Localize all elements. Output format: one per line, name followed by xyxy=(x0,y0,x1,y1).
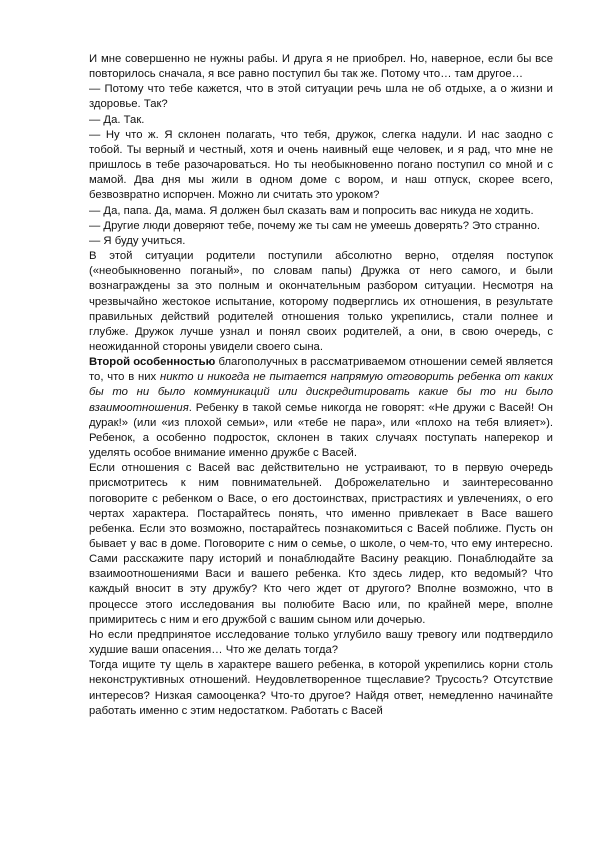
text-run: Если отношения с Васей вас действительно не устраивают, то в первую очередь присмотритесь к ним повнимательней. Доброжелательно и заинтересованно поговорите с ребенком о Васе, о его достоинствах, пристрастиях и увлечениях, о его чертах характера. Постарайтесь понять, что именно привлекает в Васе вашего ребенка. Если это возможно, постарайтесь познакомиться с Васей поближе. Пусть он бывает у вас в доме. Поговорите с ним о семье, о школе, о чем-то, что ему интересно. Сами расскажите пару историй и понаблюдайте Васину реакцию. Понаблюдайте за взаимоотношениями Васи и вашего ребенка. Кто здесь лидер, кто ведомый? Что каждый вносит в эту дружбу? Кто чего ждет от другого? Вполне возможно, что в процессе этого исследования вы полюбите Васю или, по крайней мере, вполне примиритесь с ним и его дружбой с вашим сыном или дочерью. xyxy=(89,462,553,626)
italic-run: никто и никогда не пытается напрямую отговорить ребенка от каких бы то ни было коммуникаций или дискредитировать какие бы то ни было взаимоотношения xyxy=(89,371,553,414)
paragraph xyxy=(89,658,553,719)
text-run: Но если предпринятое исследование только углубило вашу тревогу или подтвердило худшие ваши опасения… Что же делать тогда? xyxy=(89,628,553,657)
bold-run: Второй особенностью xyxy=(89,356,216,369)
paragraph xyxy=(89,128,553,204)
paragraph xyxy=(89,461,553,628)
text-run: . Ребенку в такой семье никогда не говорят: «Не дружи с Васей! Он дурак!» (или «из плохой семьи», или «тебе не пара», или «плохо на тебя влияет»). Ребенок, а особенно подросток, склонен в таких случаях поступать наперекор и уделять особое внимание именно дружбе с Васей. xyxy=(89,401,553,460)
text-run: — Другие люди доверяют тебе, почему же ты сам не умеешь доверять? Это странно. xyxy=(89,219,541,232)
paragraph xyxy=(89,628,553,658)
document-page xyxy=(89,52,553,719)
text-run: В этой ситуации родители поступили абсолютно верно, отделяя поступок («необыкновенно поганый», по словам папы) Дружка от него самого, и были вознаграждены за это полным и окончательным разбором ситуации. Несмотря на чрезвычайно жестокое испытание, которому подверглись их отношения, в результате правильных действий родителей отношения только укрепились, стали полнее и глубже. Дружок лучше узнал и понял своих родителей, а они, в свою очередь, с неожиданной стороны увидели своего сына. xyxy=(89,250,553,353)
text-run: — Да. Так. xyxy=(89,113,145,126)
text-run: благополучных в рассматриваемом отношении семей является то, что в них xyxy=(89,356,554,384)
text-run: — Ну что ж. Я склонен полагать, что тебя, дружок, слегка надули. И нас заодно с тобой. Ты верный и честный, хотя и очень наивный еще человек, и я рад, что мне не пришлось в тебе разочароваться. Но ты необыкновенно погано поступил со мной и с мамой. Два дня мы жили в одном доме с вором, и наш отпуск, скорее всего, безвозвратно испорчен. Можно ли считать это уроком? xyxy=(89,128,553,202)
text-run: — Да, папа. Да, мама. Я должен был сказать вам и попросить вас никуда не ходить. xyxy=(89,204,534,217)
text-run: — Потому что тебе кажется, что в этой ситуации речь шла не об отдыхе, а о жизни и здоровье. Так? xyxy=(89,83,553,111)
paragraph xyxy=(89,82,553,112)
text-run: Тогда ищите ту щель в характере вашего ребенка, в которой укрепились корни столь неконструктивных отношений. Неудовлетворенное тщеславие? Трусость? Отсутствие интересов? Низкая самооценка? Что-то другое? Найдя ответ, немедленно начинайте работать именно с этим недостатком. Работать с Васей xyxy=(89,659,553,717)
paragraph xyxy=(89,52,553,82)
paragraph xyxy=(89,113,553,128)
text-run: — Я буду учиться. xyxy=(89,234,186,247)
paragraph xyxy=(89,249,553,355)
paragraph xyxy=(89,219,553,234)
paragraph xyxy=(89,234,553,249)
text-run: И мне совершенно не нужны рабы. И друга я не приобрел. Но, наверное, если бы все повторилось сначала, я все равно поступил бы так же. Потому что… там другое… xyxy=(89,53,553,81)
paragraph xyxy=(89,355,553,461)
paragraph xyxy=(89,204,553,219)
